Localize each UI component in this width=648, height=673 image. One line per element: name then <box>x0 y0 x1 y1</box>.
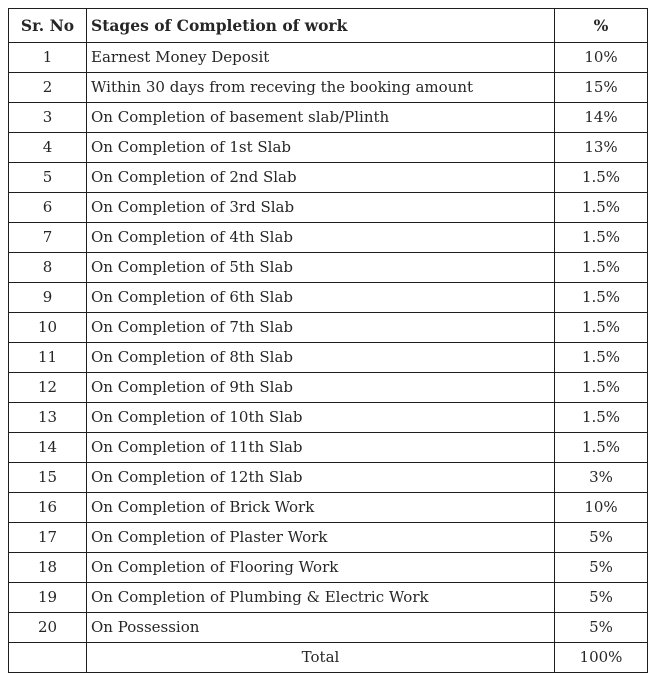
stage-cell: Within 30 days from receving the booking amount <box>87 73 555 103</box>
sr-no-cell: 8 <box>9 253 87 283</box>
table-row <box>9 493 648 523</box>
stage-cell: On Completion of 4th Slab <box>87 223 555 253</box>
stage-cell: On Completion of 3rd Slab <box>87 193 555 223</box>
percent-cell: 5% <box>555 523 648 553</box>
sr-no-cell: 16 <box>9 493 87 523</box>
stage-cell: On Completion of 10th Slab <box>87 403 555 433</box>
stage-cell: On Completion of 9th Slab <box>87 373 555 403</box>
stage-cell: Earnest Money Deposit <box>87 43 555 73</box>
table-row <box>9 193 648 223</box>
sr-no-cell: 11 <box>9 343 87 373</box>
sr-no-cell: 20 <box>9 613 87 643</box>
table-row <box>9 103 648 133</box>
percent-cell: 1.5% <box>555 283 648 313</box>
stage-cell: On Completion of 8th Slab <box>87 343 555 373</box>
percent-cell: 5% <box>555 553 648 583</box>
sr-no-cell: 1 <box>9 43 87 73</box>
header-row <box>9 9 648 43</box>
table-row <box>9 523 648 553</box>
sr-no-cell: 18 <box>9 553 87 583</box>
total-row <box>9 643 648 673</box>
table-row <box>9 553 648 583</box>
percent-cell: 13% <box>555 133 648 163</box>
table-body <box>9 43 648 643</box>
table-footer <box>9 643 648 673</box>
stage-cell: On Completion of 1st Slab <box>87 133 555 163</box>
sr-no-cell: 4 <box>9 133 87 163</box>
sr-no-cell: 3 <box>9 103 87 133</box>
sr-no-cell: 7 <box>9 223 87 253</box>
sr-no-cell: 13 <box>9 403 87 433</box>
sr-no-cell: 14 <box>9 433 87 463</box>
sr-no-cell: 17 <box>9 523 87 553</box>
stage-cell: On Completion of Brick Work <box>87 493 555 523</box>
sr-no-cell: 15 <box>9 463 87 493</box>
percent-cell: 5% <box>555 583 648 613</box>
sr-no-cell: 6 <box>9 193 87 223</box>
percent-cell: 1.5% <box>555 373 648 403</box>
stage-cell: On Completion of Flooring Work <box>87 553 555 583</box>
percent-cell: 14% <box>555 103 648 133</box>
payment-schedule-table <box>8 8 648 673</box>
stage-cell: On Completion of 6th Slab <box>87 283 555 313</box>
sr-no-cell: 10 <box>9 313 87 343</box>
table-row <box>9 433 648 463</box>
stage-cell: On Completion of Plaster Work <box>87 523 555 553</box>
stage-cell: On Completion of 11th Slab <box>87 433 555 463</box>
table-row <box>9 133 648 163</box>
percent-cell: 1.5% <box>555 313 648 343</box>
table-row <box>9 373 648 403</box>
sr-no-cell: 12 <box>9 373 87 403</box>
table-header <box>9 9 648 43</box>
table-row <box>9 253 648 283</box>
table-row <box>9 343 648 373</box>
header-sr-no: Sr. No <box>9 9 87 43</box>
percent-cell: 1.5% <box>555 253 648 283</box>
stage-cell: On Completion of Plumbing & Electric Work <box>87 583 555 613</box>
table-row <box>9 463 648 493</box>
percent-cell: 1.5% <box>555 163 648 193</box>
table-row <box>9 283 648 313</box>
stage-cell: On Completion of 7th Slab <box>87 313 555 343</box>
percent-cell: 1.5% <box>555 343 648 373</box>
stage-cell: On Completion of 12th Slab <box>87 463 555 493</box>
percent-cell: 5% <box>555 613 648 643</box>
percent-cell: 1.5% <box>555 403 648 433</box>
header-stages: Stages of Completion of work <box>87 9 555 43</box>
percent-cell: 15% <box>555 73 648 103</box>
stage-cell: On Completion of basement slab/Plinth <box>87 103 555 133</box>
sr-no-cell: 2 <box>9 73 87 103</box>
stage-cell: On Completion of 5th Slab <box>87 253 555 283</box>
table-row <box>9 223 648 253</box>
table-row <box>9 313 648 343</box>
table-row <box>9 73 648 103</box>
header-percent: % <box>555 9 648 43</box>
percent-cell: 10% <box>555 43 648 73</box>
percent-cell: 1.5% <box>555 193 648 223</box>
sr-no-cell: 19 <box>9 583 87 613</box>
percent-cell: 1.5% <box>555 223 648 253</box>
stage-cell: On Possession <box>87 613 555 643</box>
percent-cell: 1.5% <box>555 433 648 463</box>
total-label-cell: Total <box>87 643 555 673</box>
total-value-cell: 100% <box>555 643 648 673</box>
table-row <box>9 403 648 433</box>
table-row <box>9 613 648 643</box>
percent-cell: 10% <box>555 493 648 523</box>
total-empty-cell <box>9 643 87 673</box>
stage-cell: On Completion of 2nd Slab <box>87 163 555 193</box>
table-row <box>9 163 648 193</box>
table-row <box>9 583 648 613</box>
table-row <box>9 43 648 73</box>
sr-no-cell: 5 <box>9 163 87 193</box>
sr-no-cell: 9 <box>9 283 87 313</box>
percent-cell: 3% <box>555 463 648 493</box>
